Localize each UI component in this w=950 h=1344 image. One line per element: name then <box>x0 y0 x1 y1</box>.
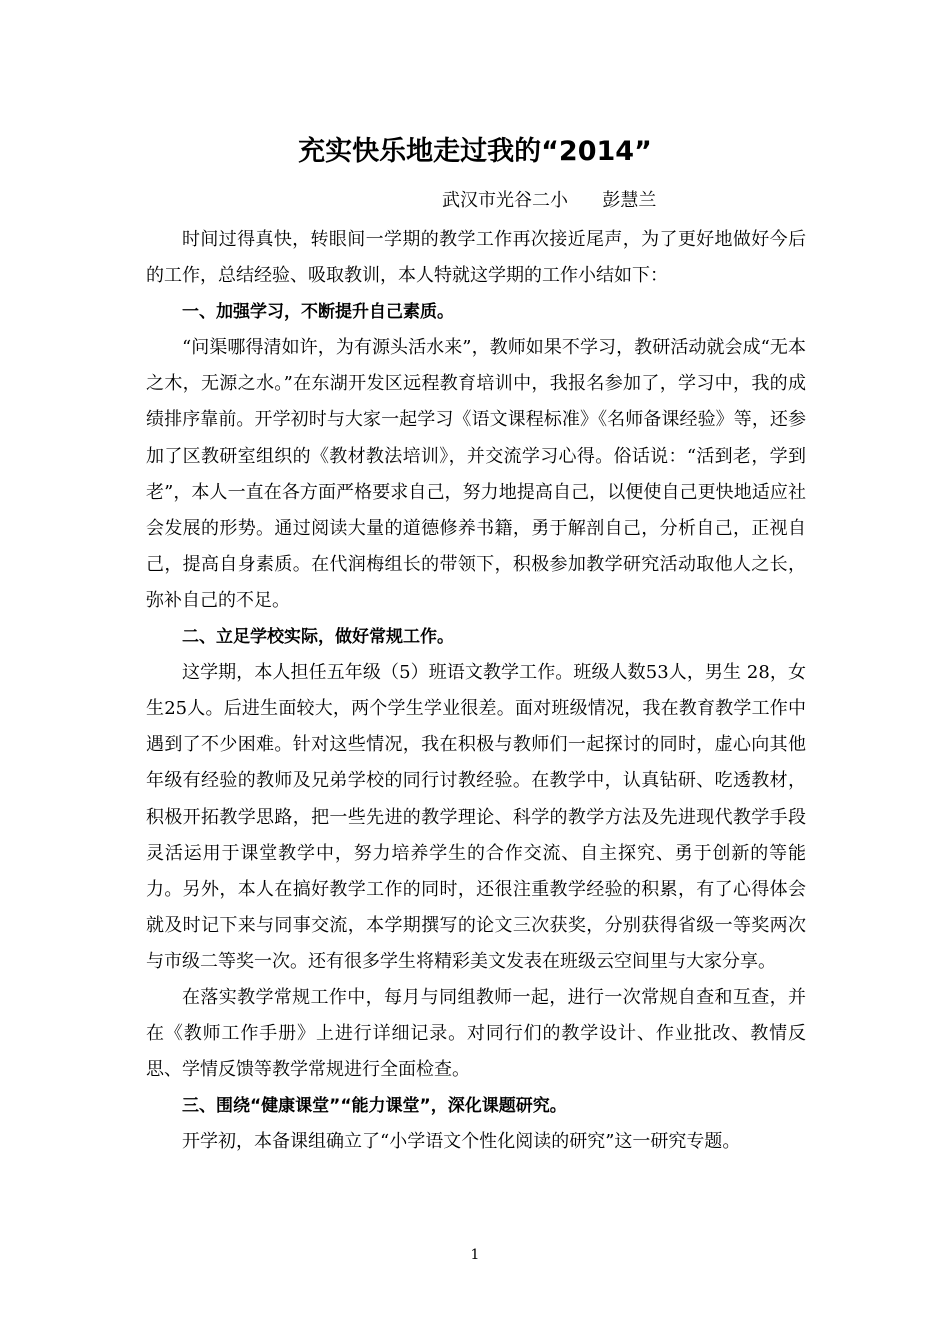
document-body <box>146 222 806 1160</box>
section-3-paragraph: 开学初，本备课组确立了“小学语文个性化阅读的研究”这一研究专题。 <box>182 1131 741 1153</box>
document-title: 充实快乐地走过我的“2014” <box>298 136 652 167</box>
section-1-paragraph: “问渠哪得清如许，为有源头活水来”，教师如果不学习，教研活动就会成“无本之木，无源之水。”在东湖开发区远程教育培训中，我报名参加了，学习中，我的成绩排序靠前。开学初时与大家一起学习《语文课程标准》《名师备课经验》等，还参加了区教研室组织的《教材教法培训》，并交流学习心得。俗话说：“活到老，学到老”，本人一直在各方面严格要求自己，努力地提高自己，以便使自己更快地适应社会发展的形势。通过阅读大量的道德修养书籍，勇于解剖自己，分析自己，正视自己，提高自身素质。在代润梅组长的带领下，积极参加教学研究活动取他人之长，弥补自己的不足。 <box>146 337 806 611</box>
author-line: 武汉市光谷二小 彭慧兰 <box>442 190 657 211</box>
intro-paragraph: 时间过得真快，转眼间一学期的教学工作再次接近尾声，为了更好地做好今后的工作，总结经验、吸取教训，本人特就这学期的工作小结如下： <box>146 229 806 287</box>
section-2-paragraph-2: 在落实教学常规工作中，每月与同组教师一起，进行一次常规自查和互查，并在《教师工作手册》上进行详细记录。对同行们的教学设计、作业批改、教情反思、学情反馈等教学常规进行全面检查。 <box>146 986 806 1081</box>
section-2-paragraph-1: 这学期，本人担任五年级（5）班语文教学工作。班级人数53人，男生 28，女生25人。后进生面较大，两个学生学业很差。面对班级情况，我在教育教学工作中遇到了不少困难。针对这些情况，我在积极与教师们一起探讨的同时，虚心向其他年级有经验的教师及兄弟学校的同行讨教经验。在教学中，认真钻研、吃透教材，积极开拓教学思路，把一些先进的教学理论、科学的教学方法及先进现代教学手段灵活运用于课堂教学中，努力培养学生的合作交流、自主探究、勇于创新的等能力。另外，本人在搞好教学工作的同时，还很注重教学经验的积累，有了心得体会就及时记下来与同事交流，本学期撰写的论文三次获奖，分别获得省级一等奖两次与市级二等奖一次。还有很多学生将精彩美文发表在班级云空间里与大家分享。 <box>146 662 806 972</box>
section-2-heading: 二、立足学校实际，做好常规工作。 <box>182 627 454 648</box>
section-1-heading: 一、加强学习，不断提升自己素质。 <box>182 302 454 323</box>
page-number: 1 <box>470 1247 480 1263</box>
section-3-heading: 三、围绕“健康课堂”“能力课堂”，深化课题研究。 <box>182 1096 567 1117</box>
